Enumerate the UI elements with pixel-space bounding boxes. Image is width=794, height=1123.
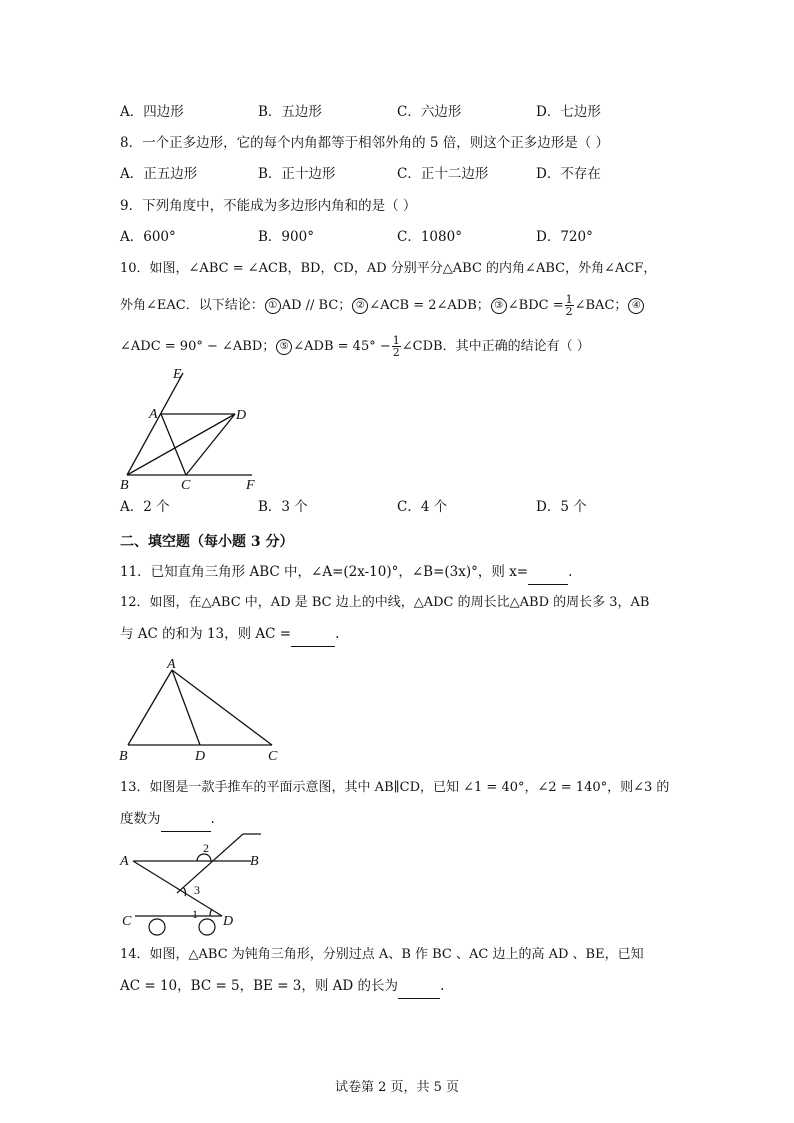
q13-line1: 13．如图是一款手推车的平面示意图，其中 AB∥CD，已知 ∠1 = 40°，∠2 = 140°，则∠3 的: [120, 780, 670, 795]
conclusion-4-marker: ④: [628, 298, 644, 314]
q8-option-d[interactable]: D．不存在: [536, 166, 601, 182]
q11-stem: 11．已知直角三角形 ABC 中，∠A=(2x-10)°，∠B=(3x)°，则 x=: [120, 564, 529, 580]
label-a: A: [120, 854, 129, 869]
q8-option-c[interactable]: C．正十二边形: [397, 166, 489, 182]
q12-answer-blank[interactable]: [291, 626, 335, 647]
q9-option-c[interactable]: C．1080°: [397, 229, 462, 245]
q8-stem: 8．一个正多边形，它的每个内角都等于相邻外角的 5 倍，则这个正多边形是（ ）: [120, 135, 610, 151]
q11: 11．已知直角三角形 ABC 中，∠A=(2x-10)°，∠B=(3x)°，则 x= .: [120, 562, 572, 585]
q10-line2: [120, 294, 645, 317]
label-a: A: [149, 407, 158, 422]
label-c: C: [122, 914, 132, 929]
q10-figure: [115, 365, 275, 495]
conclusion-1: AD // BC；: [281, 298, 352, 313]
q9-option-d[interactable]: D．720°: [536, 229, 593, 245]
q10-option-a[interactable]: A．2 个: [120, 499, 170, 515]
upper-bar: [177, 834, 243, 893]
angle-1-arc: [210, 909, 212, 916]
angle-2-arc: [197, 854, 211, 861]
q14-line1: 14．如图，△ABC 为钝角三角形，分别过点 A、B 作 BC 、AC 边上的高 AD 、BE，已知: [120, 947, 644, 962]
q9-option-a[interactable]: A．600°: [120, 229, 176, 245]
conclusion-5-marker: ⑤: [276, 339, 292, 355]
conclusion-5b: ∠CDB．其中正确的结论有（ ）: [401, 339, 590, 354]
q14-answer-blank[interactable]: [398, 978, 440, 999]
q10-line2-intro: 外角∠EAC．以下结论：: [120, 298, 264, 313]
segment-ac: [172, 670, 272, 745]
label-c: C: [181, 478, 191, 493]
q12-figure: [115, 652, 290, 764]
q13-line2: 度数为 .: [120, 809, 215, 832]
label-f: F: [246, 478, 255, 493]
fraction-half: $\frac{1}{2}$: [392, 334, 400, 359]
q9-option-b[interactable]: B．900°: [258, 229, 314, 245]
conclusion-2-marker: ②: [352, 298, 368, 314]
label-a: A: [167, 657, 176, 672]
conclusion-4: ∠ADC = 90° − ∠ABD；: [120, 339, 276, 354]
label-e: E: [173, 367, 182, 382]
q7-option-d[interactable]: D．七边形: [536, 104, 601, 120]
segment-ab: [128, 670, 172, 745]
q10-option-d[interactable]: D．5 个: [536, 499, 587, 515]
conclusion-3a: ∠BDC =: [507, 298, 564, 313]
angle-1-label: 1: [192, 907, 198, 921]
q10-line1: 10．如图，∠ABC = ∠ACB，BD，CD，AD 分别平分△ABC 的内角∠ABC，外角∠ACF，: [120, 261, 657, 276]
segment-cd: [186, 414, 235, 475]
q9-stem: 9．下列角度中，不能成为多边形内角和的是（ ）: [120, 198, 417, 214]
handle-diagonal: [133, 861, 222, 916]
label-b: B: [250, 854, 259, 869]
label-c: C: [268, 749, 278, 764]
q14-line2: AC = 10，BC = 5，BE = 3，则 AD 的长为 .: [120, 976, 444, 999]
q7-option-b[interactable]: B．五边形: [258, 104, 322, 120]
fraction-half: $\frac{1}{2}$: [565, 293, 573, 318]
q10-option-c[interactable]: C．4 个: [397, 499, 448, 515]
q10-line3: [120, 335, 590, 358]
angle-3-label: 3: [194, 883, 200, 897]
q8-option-b[interactable]: B．正十边形: [258, 166, 336, 182]
conclusion-2: ∠ACB = 2∠ADB；: [369, 298, 490, 313]
page-footer: 试卷第 2 页，共 5 页: [334, 1080, 460, 1095]
q7-option-c[interactable]: C．六边形: [397, 104, 462, 120]
wheel-right: [199, 919, 215, 935]
section-2-title: 二、填空题（每小题 3 分）: [120, 534, 294, 550]
label-b: B: [119, 749, 128, 764]
conclusion-5a: ∠ADB = 45° −: [293, 339, 391, 354]
angle-2-label: 2: [203, 841, 209, 855]
label-d: D: [236, 408, 247, 423]
label-d: D: [195, 749, 206, 764]
conclusion-1-marker: ①: [265, 298, 281, 314]
q11-answer-blank[interactable]: [528, 564, 568, 585]
q12-line1: 12．如图，在△ABC 中，AD 是 BC 边上的中线，△ADC 的周长比△ABD 的周长多 3，AB: [120, 595, 650, 610]
label-d: D: [223, 914, 234, 929]
q10-option-b[interactable]: B．3 个: [258, 499, 308, 515]
wheel-left: [149, 919, 165, 935]
conclusion-3b: ∠BAC；: [574, 298, 628, 313]
label-b: B: [120, 478, 129, 493]
q8-option-a[interactable]: A．正五边形: [120, 166, 198, 182]
q7-option-a[interactable]: A．四边形: [120, 104, 184, 120]
q12-line2: 与 AC 的和为 13，则 AC = .: [120, 624, 339, 647]
conclusion-3-marker: ③: [491, 298, 507, 314]
q13-figure: [115, 828, 275, 940]
